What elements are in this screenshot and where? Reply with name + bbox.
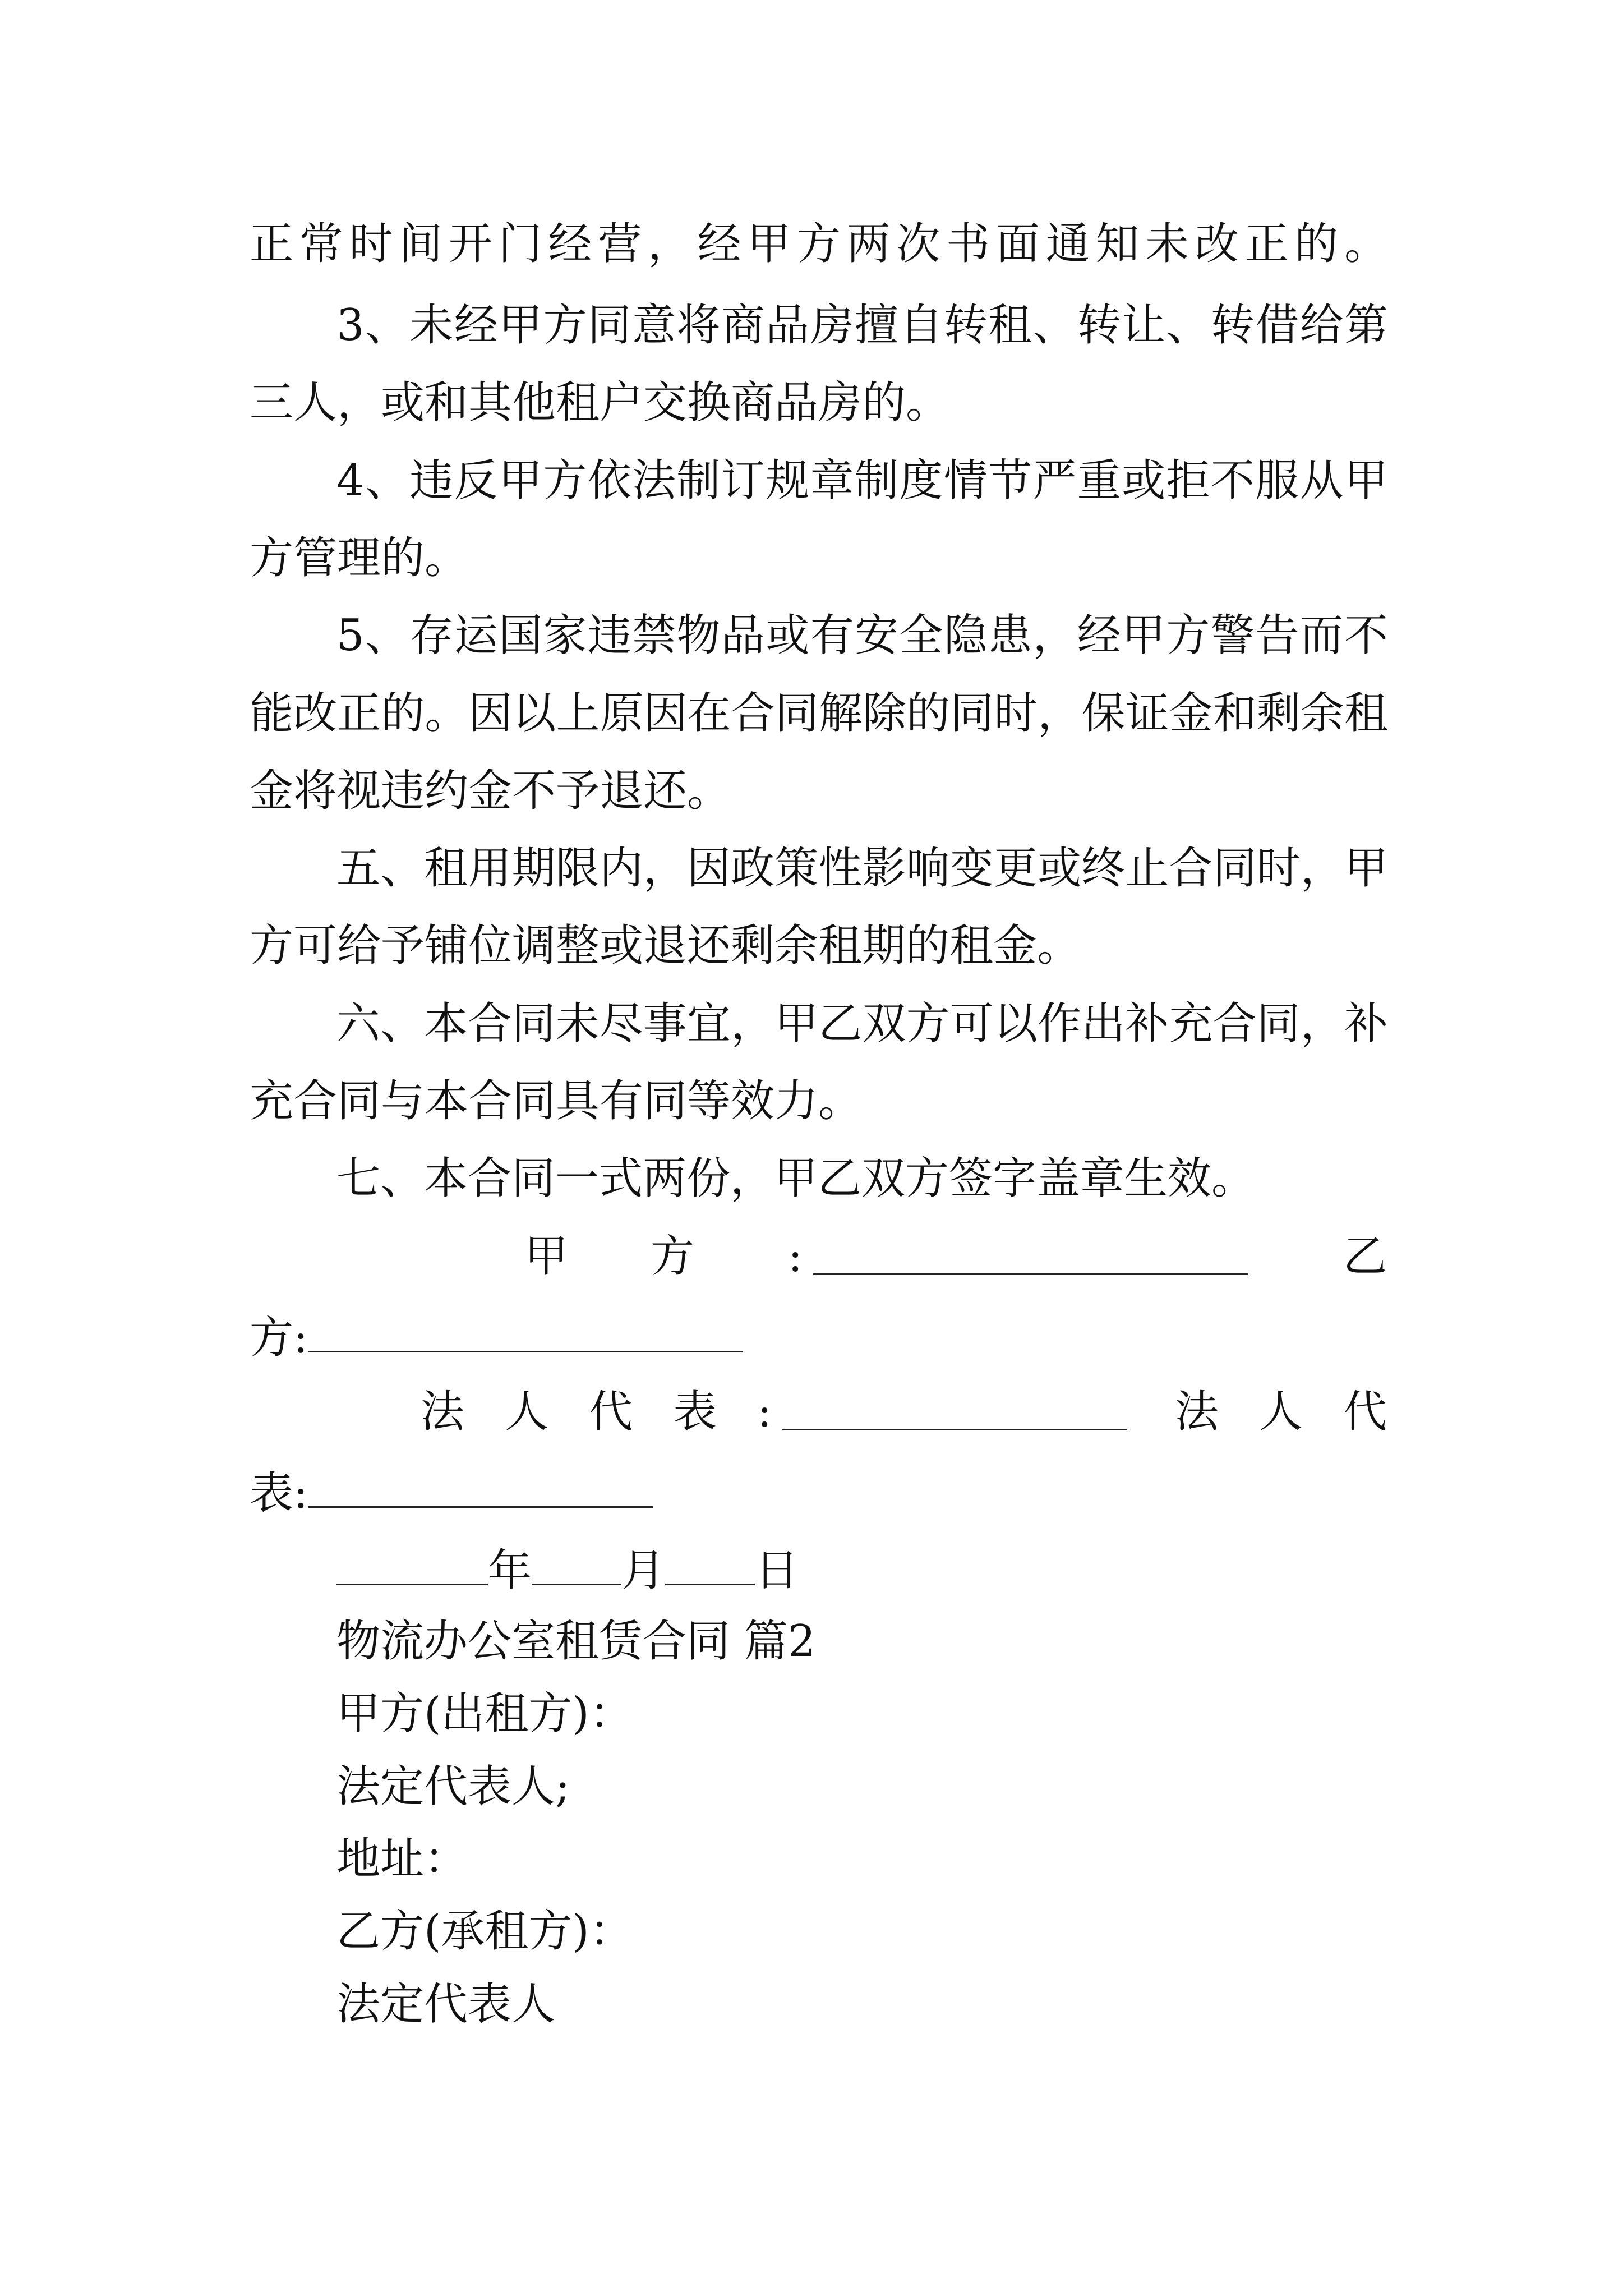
- colon: :: [788, 1231, 803, 1282]
- party-a-char: 方: [651, 1231, 695, 1282]
- day-blank: [665, 1539, 755, 1585]
- party-a-blank: [813, 1228, 1248, 1275]
- party-b-blank: [308, 1306, 743, 1352]
- month-label: 月: [621, 1545, 666, 1596]
- rep-b-label: 表:: [250, 1468, 308, 1519]
- party-b-char: 乙: [1343, 1231, 1387, 1282]
- year-label: 年: [488, 1545, 532, 1596]
- rep-a-char: 表: [673, 1387, 717, 1437]
- month-blank: [532, 1539, 621, 1585]
- party-b-label: 方:: [250, 1313, 308, 1363]
- lessor-label: 甲方(出租方)：: [336, 1688, 633, 1739]
- rep-a-blank: [782, 1384, 1127, 1430]
- rep-b-char: 代: [1343, 1387, 1387, 1437]
- paragraph-line: 5、存运国家违禁物品或有安全隐患，经甲方警告而不: [336, 610, 1388, 661]
- colon: :: [757, 1387, 772, 1437]
- rep-b-blank: [308, 1461, 653, 1508]
- rep-b-char: 法: [1175, 1387, 1219, 1437]
- day-label: 日: [755, 1545, 799, 1596]
- paragraph-line: 正常时间开门经营，经甲方两次书面通知未改正的。: [250, 219, 1388, 269]
- section-title: 物流办公室租赁合同 篇2: [336, 1616, 816, 1667]
- paragraph-line: 方管理的。: [250, 533, 469, 583]
- date-line: [336, 1539, 1388, 1595]
- legal-rep-label: 法定代表人: [336, 1979, 556, 2030]
- rep-a-char: 法: [421, 1387, 465, 1437]
- rep-b-char: 人: [1259, 1387, 1303, 1437]
- paragraph-line: 五、租用期限内，因政策性影响变更或终止合同时，甲: [336, 843, 1388, 894]
- rep-a-char: 人: [505, 1387, 549, 1437]
- signature-line-parties: [250, 1228, 1388, 1285]
- paragraph-line: 七、本合同一式两份，甲乙双方签字盖章生效。: [336, 1153, 1256, 1204]
- paragraph-line: 3、未经甲方同意将商品房擅自转租、转让、转借给第: [336, 300, 1388, 351]
- paragraph-line: 充合同与本合同具有同等效力。: [250, 1076, 863, 1126]
- paragraph-line: 金将视违约金不予退还。: [250, 766, 731, 816]
- signature-line-party-b: [250, 1306, 1388, 1362]
- paragraph-line: 4、违反甲方依法制订规章制度情节严重或拒不服从甲: [336, 455, 1388, 506]
- signature-line-reps: [250, 1384, 1388, 1440]
- rep-a-char: 代: [589, 1387, 633, 1437]
- signature-line-rep-b: [250, 1461, 1388, 1517]
- address-label: 地址：: [336, 1834, 468, 1884]
- paragraph-line: 六、本合同未尽事宜，甲乙双方可以作出补充合同，补: [336, 999, 1388, 1049]
- lessee-label: 乙方(承租方)：: [336, 1906, 633, 1957]
- paragraph-line: 三人，或和其他租户交换商品房的。: [250, 378, 950, 428]
- paragraph-line: 方可给予铺位调整或退还剩余租期的租金。: [250, 921, 1081, 971]
- year-blank: [336, 1539, 488, 1585]
- party-a-char: 甲: [524, 1231, 569, 1282]
- legal-rep-label: 法定代表人;: [336, 1761, 570, 1812]
- paragraph-line: 能改正的。因以上原因在合同解除的同时，保证金和剩余租: [250, 688, 1388, 739]
